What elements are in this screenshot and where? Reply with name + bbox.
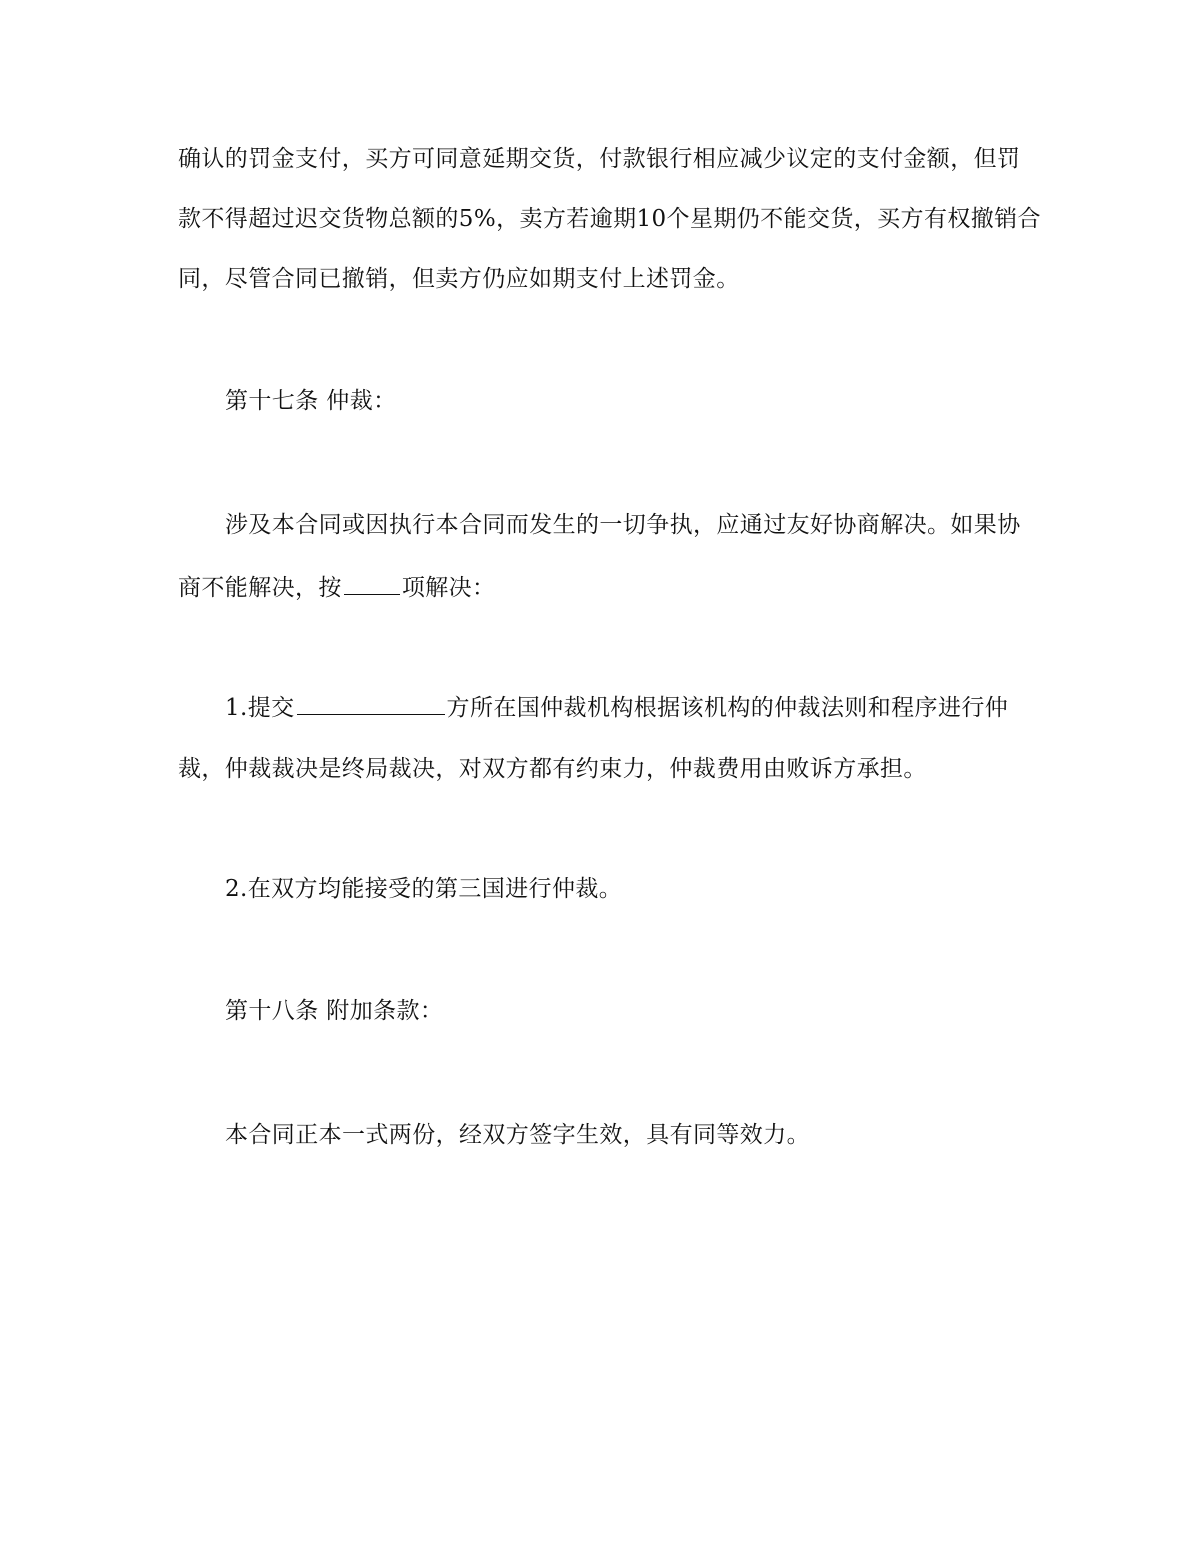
penalty-text-line-2: 款不得超过迟交货物总额的5%，卖方若逾期10个星期仍不能交货，买方有权撤销合 xyxy=(178,206,1041,232)
option-1-text-after-blank: 方所在国仲裁机构根据该机构的仲裁法则和程序进行仲 xyxy=(446,695,1009,721)
option-1-line-1 xyxy=(225,692,1008,723)
arbitration-text-after-blank: 项解决： xyxy=(401,575,496,601)
option-blank[interactable] xyxy=(344,572,400,595)
arbitration-text-line-1: 涉及本合同或因执行本合同而发生的一切争执，应通过友好协商解决。如果协 xyxy=(225,512,1021,538)
arbitration-text-before-blank: 商不能解决，按 xyxy=(178,575,342,601)
party-blank[interactable] xyxy=(297,692,445,715)
article-18-heading: 第十八条 附加条款： xyxy=(225,998,444,1024)
option-1-line-2: 裁，仲裁裁决是终局裁决，对双方都有约束力，仲裁费用由败诉方承担。 xyxy=(178,756,927,782)
arbitration-text-line-2 xyxy=(178,572,495,603)
article-17-heading: 第十七条 仲裁： xyxy=(225,388,397,414)
option-2: 2.在双方均能接受的第三国进行仲裁。 xyxy=(225,876,623,902)
additional-terms-text: 本合同正本一式两份，经双方签字生效，具有同等效力。 xyxy=(225,1122,810,1148)
penalty-text-line-1: 确认的罚金支付，买方可同意延期交货，付款银行相应减少议定的支付金额，但罚 xyxy=(178,146,1021,172)
option-1-text-before-blank: 1.提交 xyxy=(225,695,295,721)
penalty-text-line-3: 同，尽管合同已撤销，但卖方仍应如期支付上述罚金。 xyxy=(178,266,740,292)
